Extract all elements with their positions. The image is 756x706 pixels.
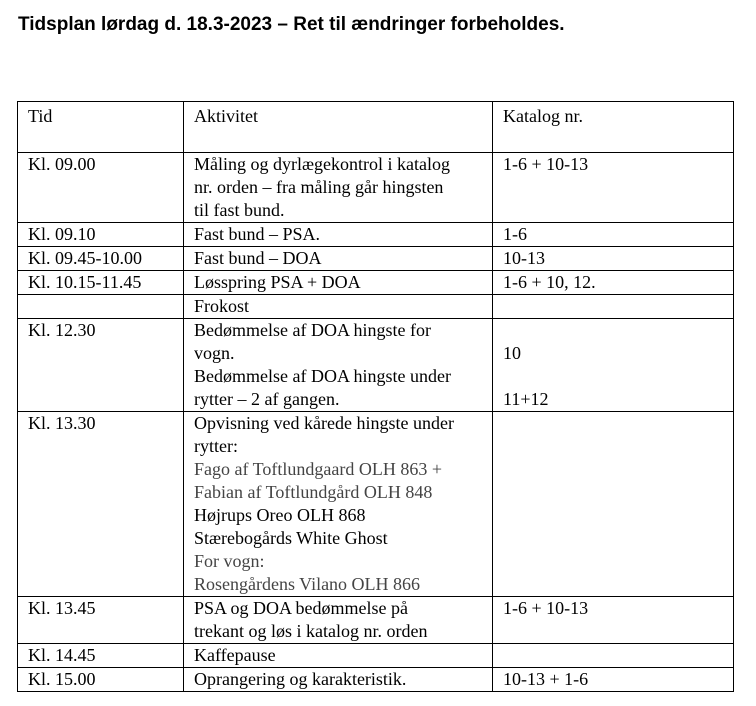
aktivitet-line: Bedømmelse af DOA hingste for xyxy=(194,320,431,340)
cell-katalog xyxy=(493,271,734,295)
aktivitet-line: Bedømmelse af DOA hingste under xyxy=(194,366,451,386)
spacer xyxy=(503,365,733,388)
aktivitet-line: trekant og løs i katalog nr. orden xyxy=(194,621,428,641)
aktivitet-line: Kaffepause xyxy=(194,645,276,665)
katalog-line: 10-13 xyxy=(503,248,545,268)
cell-aktivitet xyxy=(184,597,493,644)
table-row xyxy=(18,271,734,295)
aktivitet-line: Fast bund – DOA xyxy=(194,248,322,268)
spacer xyxy=(503,319,733,342)
cell-aktivitet xyxy=(184,644,493,668)
cell-katalog xyxy=(493,295,734,319)
schedule-table xyxy=(17,101,734,692)
aktivitet-line: til fast bund. xyxy=(194,200,285,220)
katalog-line: 10-13 + 1-6 xyxy=(503,669,589,689)
cell-aktivitet xyxy=(184,271,493,295)
cell-aktivitet xyxy=(184,295,493,319)
aktivitet-line: For vogn: xyxy=(194,551,265,571)
cell-aktivitet xyxy=(184,412,493,597)
cell-aktivitet xyxy=(184,153,493,223)
aktivitet-line: Frokost xyxy=(194,296,250,316)
column-header-katalog: Katalog nr. xyxy=(493,102,734,153)
cell-tid: Kl. 12.30 xyxy=(18,319,184,412)
aktivitet-line: vogn. xyxy=(194,343,235,363)
table-row xyxy=(18,223,734,247)
table-row xyxy=(18,668,734,692)
cell-tid: Kl. 13.45 xyxy=(18,597,184,644)
cell-tid: Kl. 10.15-11.45 xyxy=(18,271,184,295)
cell-aktivitet xyxy=(184,319,493,412)
cell-tid: Kl. 14.45 xyxy=(18,644,184,668)
aktivitet-line: Opvisning ved kårede hingste under xyxy=(194,413,454,433)
aktivitet-line: PSA og DOA bedømmelse på xyxy=(194,598,408,618)
cell-aktivitet xyxy=(184,668,493,692)
cell-tid: Kl. 09.45-10.00 xyxy=(18,247,184,271)
katalog-line: 11+12 xyxy=(503,389,549,409)
aktivitet-line: nr. orden – fra måling går hingsten xyxy=(194,177,444,197)
katalog-line: 1-6 + 10-13 xyxy=(503,154,589,174)
column-header-aktivitet: Aktivitet xyxy=(184,102,493,153)
aktivitet-line: Rosengårdens Vilano OLH 866 xyxy=(194,574,421,594)
aktivitet-line: Stærebogårds White Ghost xyxy=(194,528,388,548)
table-row xyxy=(18,247,734,271)
cell-aktivitet xyxy=(184,223,493,247)
katalog-line: 1-6 xyxy=(503,224,527,244)
cell-tid: Kl. 13.30 xyxy=(18,412,184,597)
aktivitet-line: Måling og dyrlægekontrol i katalog xyxy=(194,154,450,174)
aktivitet-line: rytter – 2 af gangen. xyxy=(194,389,340,409)
aktivitet-line: Oprangering og karakteristik. xyxy=(194,669,407,689)
cell-katalog xyxy=(493,247,734,271)
table-row xyxy=(18,319,734,412)
cell-katalog xyxy=(493,668,734,692)
aktivitet-line: Fago af Toftlundgaard OLH 863 + xyxy=(194,459,443,479)
katalog-line: 1-6 + 10, 12. xyxy=(503,272,596,292)
cell-katalog xyxy=(493,644,734,668)
aktivitet-line: Fabian af Toftlundgård OLH 848 xyxy=(194,482,433,502)
table-row xyxy=(18,597,734,644)
cell-aktivitet xyxy=(184,247,493,271)
cell-katalog xyxy=(493,319,734,412)
column-header-tid: Tid xyxy=(18,102,184,153)
cell-tid: Kl. 09.10 xyxy=(18,223,184,247)
table-row xyxy=(18,295,734,319)
aktivitet-line: rytter: xyxy=(194,436,238,456)
cell-tid: Kl. 09.00 xyxy=(18,153,184,223)
cell-katalog xyxy=(493,153,734,223)
table-row xyxy=(18,412,734,597)
table-row xyxy=(18,153,734,223)
cell-katalog xyxy=(493,412,734,597)
page-title: Tidsplan lørdag d. 18.3-2023 – Ret til ændringer forbeholdes. xyxy=(18,14,565,35)
table-header-row xyxy=(18,102,734,153)
cell-tid: Kl. 15.00 xyxy=(18,668,184,692)
aktivitet-line: Fast bund – PSA. xyxy=(194,224,321,244)
cell-katalog xyxy=(493,597,734,644)
cell-tid xyxy=(18,295,184,319)
table-row xyxy=(18,644,734,668)
aktivitet-line: Højrups Oreo OLH 868 xyxy=(194,505,366,525)
katalog-line: 1-6 + 10-13 xyxy=(503,598,589,618)
katalog-line: 10 xyxy=(503,343,521,363)
aktivitet-line: Løsspring PSA + DOA xyxy=(194,272,361,292)
cell-katalog xyxy=(493,223,734,247)
